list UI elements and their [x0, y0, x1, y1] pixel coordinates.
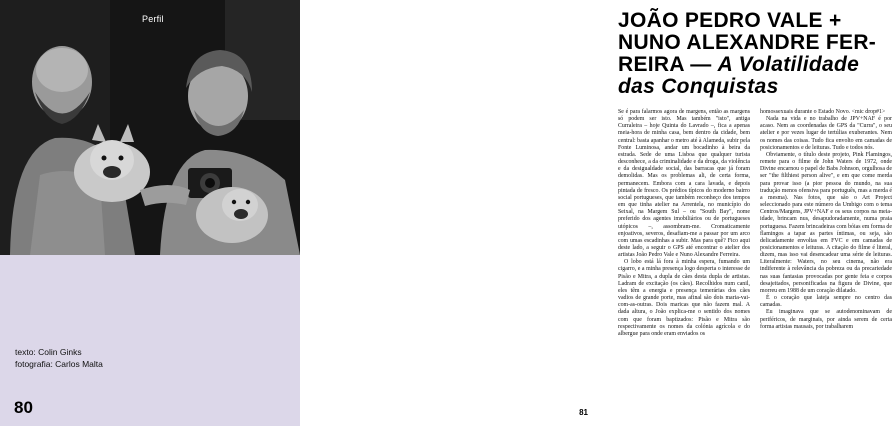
photo-illustration	[0, 0, 300, 255]
portrait-photo	[0, 0, 300, 255]
title-subtitle: A Volatilidade das Conquistas	[618, 53, 860, 98]
paragraph: Se é para falarmos agora de margens, então as margens só podem ser isto. Mas também "isto", antiga Curraleira – hoje Quinta do Lavrado –, fica a apenas meia-hora de minha casa, bem dentro da cidade, bem central: basta apanhar o metro até à Alameda, subir pela Fonte Luminosa, andar um bocadinho à beira da estrada. Sede de uma Lisboa que qualquer turista desconhece, a da criminalidade e da droga, da violência e da desigualdade social, das barracas que já foram demolidas. Mas os problemas ali, de certa forma, permanecem. Embora com a cara lavada, e depois pintada de fresco. Os prédios típicos do moderno bairro social portugueses, que também reconheço dos tempos em que tinha atelier na Arrentela, no município do Seixal, na Margem Sul – ou "South Bay", nome preferido dos agentes imobiliários ou de portugueses utópicos –, assombram-me. Cromaticamente enjoativos, severos, desafiam-me a passar por um arco com umas escadinhas a subir. Mas para quê? Fico aqui deste lado, a seguir o GPS até encontrar o atelier dos artistas João Pedro Vale e Nuno Alexandre Ferreira.	[618, 109, 750, 259]
credits	[15, 346, 103, 370]
paragraph: Obviamente, o título deste projeto, Pink Flamingos, remete para o filme de John Waters de 1972, onde Divine encarnou o papel de Babs Johnson, orgulhosa de ser "the filthiest person alive", e em que come merda para provar isso (a pior pessoa do mundo, na sua tradução menos ofensiva para português, mas a merda é a mesma). Nas fotos, que são o Art Project seleccionado para este número da Umbigo com o tema Centros/Margens, JPV+NAF e os seus corpos na meia-idade, brincam nus, desapudoradamente, numa praia portuguesa. Fazem brincadeiras com bóias em forma de flamingos a tapar as partes íntimas, ou seja, são delicadamente envoltas em FVC e em camadas de posicionamentos e leituras. A citação do filme é literal, dizem, mas isso vai desencadear uma série de leituras. Literalmente: Waters, no seu cinema, não era indiferente à relevância da pobreza ou da precariedade nas suas fantasias provocadas por gente feia e corpos desajeitados, personificadas na figura de Divine, que morreu em 1988 de um coração dilatado.	[760, 151, 892, 294]
column-right	[760, 109, 892, 409]
title-names: JOÃO PEDRO VALE + NUNO ALEXANDRE FER- REIRA —	[618, 9, 877, 76]
column-left	[618, 109, 750, 409]
lavender-panel	[0, 255, 300, 426]
paragraph: É o coração que lateja sempre no centro das camadas.	[760, 295, 892, 309]
body-columns	[618, 109, 892, 409]
paragraph: homossexuais durante o Estado Novo. <mic drop#1>	[760, 109, 886, 115]
text-credit: texto: Colin Ginks	[15, 347, 82, 357]
left-page	[0, 0, 300, 426]
section-label: Perfil	[142, 14, 164, 24]
paragraph: O lobo está lá fora à minha espera, fumando um cigarro, e a minha presença logo desperta o interesse de Pisão e Mitra, a dupla de cães desta dupla de artistas. Ladram de excitação (os cães). Recolhidos num canil, eles têm a energia e presença temerárias dos cães vadios de grande porte, mas afinal são dois maria-vai-com-as-outras. Dois maricas que não fazem mal. A dada altura, o João explica-me o sentido dos nomes com que foram baptizados: Pisão e Mitra são respectivamente os nomes da colónia agrícola e do albergue para onde eram enviados os	[618, 259, 750, 337]
right-page	[300, 0, 892, 426]
article-title	[618, 10, 896, 98]
paragraph: Eu imaginava que se autodenominavam de periféricos, de marginais, por ainda serem de certa forma artistas mausais, por trabalharem	[760, 309, 892, 330]
page-number-left: 80	[14, 398, 33, 417]
photo-credit: fotografia: Carlos Malta	[15, 359, 103, 369]
paragraph: Nada na vida e no trabalho de JPV+NAF é por acaso. Nem as coordenadas de GPS da "Curra", o seu atelier e por vezes lugar de tertúlias exuberantes. Nem os nomes das coisas. Tudo fica envolto em camadas de posicionamentos e de leituras. Tudo e todos nós.	[760, 116, 892, 151]
page-number-right: 81	[579, 408, 588, 417]
